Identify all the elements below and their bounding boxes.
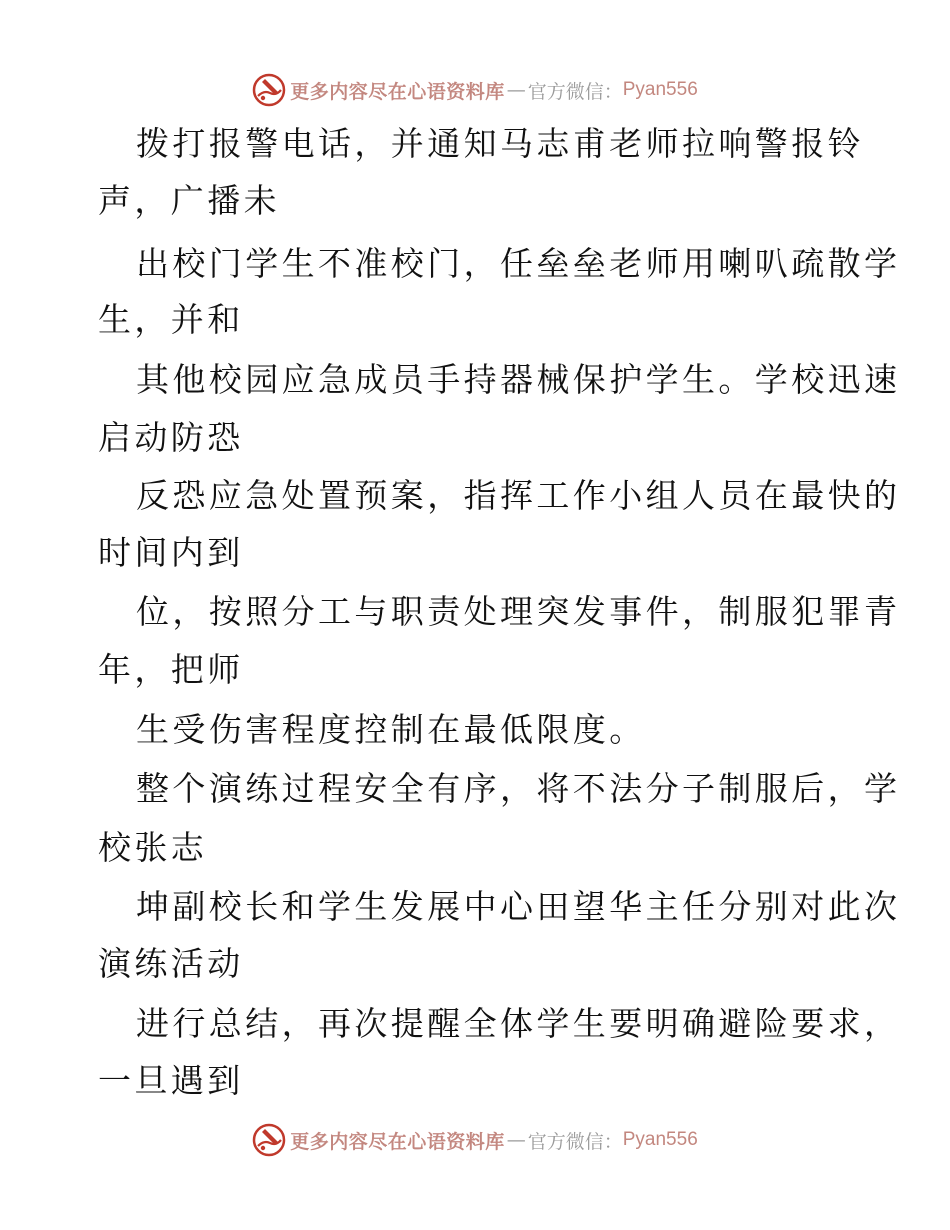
body-line: 进行总结，再次提醒全体学生要明确避险要求， bbox=[136, 1004, 901, 1043]
body-line: 年，把师 bbox=[98, 650, 244, 689]
body-line: 坤副校长和学生发展中心田望华主任分别对此次 bbox=[136, 887, 901, 926]
body-line: 生，并和 bbox=[98, 300, 244, 339]
header-banner bbox=[0, 72, 950, 108]
body-line: 位，按照分工与职责处理突发事件，制服犯罪青 bbox=[136, 592, 901, 631]
body-line: 整个演练过程安全有序，将不法分子制服后，学 bbox=[136, 769, 901, 808]
body-line: 校张志 bbox=[98, 828, 208, 867]
footer-banner bbox=[0, 1122, 950, 1158]
body-line: 时间内到 bbox=[98, 533, 244, 572]
body-line: 反恐应急处置预案，指挥工作小组人员在最快的 bbox=[136, 476, 901, 515]
body-line: 声，广播未 bbox=[98, 181, 280, 220]
banner-wechat-id: Pyan556 bbox=[622, 1129, 698, 1150]
body-line: 生受伤害程度控制在最低限度。 bbox=[136, 710, 646, 749]
book-pen-logo-icon bbox=[252, 1123, 286, 1157]
body-line: 一旦遇到 bbox=[98, 1061, 244, 1100]
body-line: 启动防恐 bbox=[98, 418, 244, 457]
body-line: 出校门学生不准校门，任垒垒老师用喇叭疏散学 bbox=[136, 244, 901, 283]
banner-separator: — bbox=[506, 1129, 526, 1151]
banner-separator: — bbox=[506, 79, 526, 101]
book-pen-logo-icon bbox=[252, 73, 286, 107]
banner-wechat-label: 官方微信： bbox=[527, 1130, 623, 1153]
banner-text: 更多内容尽在心语资料库 bbox=[290, 1130, 505, 1153]
body-line: 演练活动 bbox=[98, 944, 244, 983]
banner-wechat-id: Pyan556 bbox=[622, 79, 698, 100]
body-line: 其他校园应急成员手持器械保护学生。学校迅速 bbox=[136, 360, 901, 399]
body-line: 拨打报警电话，并通知马志甫老师拉响警报铃 bbox=[136, 124, 864, 163]
banner-wechat-label: 官方微信： bbox=[527, 80, 623, 103]
banner-text: 更多内容尽在心语资料库 bbox=[290, 80, 505, 103]
